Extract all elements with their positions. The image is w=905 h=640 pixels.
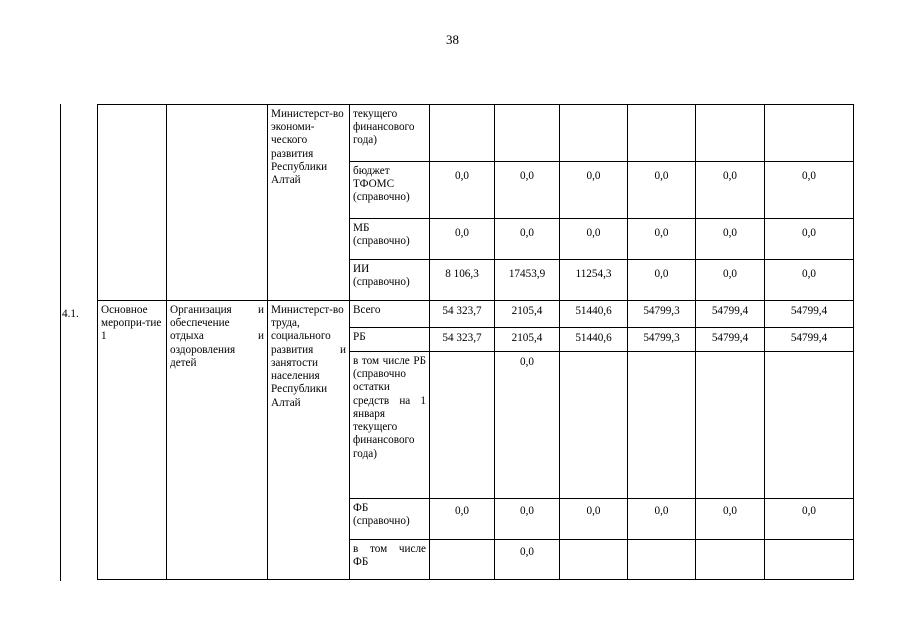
event-type-cell: Основное меропри-тие 1: [98, 301, 167, 580]
table-left-border: [60, 104, 61, 581]
page-number: 38: [446, 32, 459, 47]
value-cell: 0,0: [628, 499, 696, 540]
value-cell: 0,0: [628, 219, 696, 260]
value-cell: [628, 105, 696, 162]
value-cell: 0,0: [430, 162, 495, 219]
row-number: 4.1.: [62, 308, 79, 320]
event-name-cell: Организация и обеспечение отдыха и оздоровления детей: [167, 301, 268, 580]
executor-cell: Министерст-во экономи-ческого развития Республики Алтай: [268, 105, 350, 301]
value-cell: 51440,6: [560, 328, 628, 352]
table-row: [98, 301, 854, 328]
value-cell: 0,0: [765, 219, 854, 260]
budget-table: [97, 104, 854, 580]
source-cell: бюджет ТФОМС (справочно): [350, 162, 430, 219]
value-cell: [560, 105, 628, 162]
value-cell: 0,0: [696, 260, 765, 301]
source-cell: в том числе ФБ: [350, 540, 430, 580]
source-cell: ИИ (справочно): [350, 260, 430, 301]
event-type-cell-continued: [98, 105, 167, 301]
value-cell: 0,0: [495, 499, 560, 540]
source-cell: Всего: [350, 301, 430, 328]
value-cell: 0,0: [628, 162, 696, 219]
value-cell: [765, 352, 854, 499]
source-cell: в том числе РБ (справочно остатки средств на 1 января текущего финансового года): [350, 352, 430, 499]
value-cell: [495, 105, 560, 162]
value-cell: 54799,4: [765, 328, 854, 352]
value-cell: 0,0: [765, 162, 854, 219]
value-cell: [560, 540, 628, 580]
value-cell: [628, 352, 696, 499]
value-cell: [765, 105, 854, 162]
value-cell: 54799,3: [628, 328, 696, 352]
value-cell: [696, 352, 765, 499]
value-cell: [430, 105, 495, 162]
value-cell: 0,0: [696, 499, 765, 540]
value-cell: 0,0: [495, 540, 560, 580]
value-cell: 54799,4: [696, 328, 765, 352]
value-cell: 54799,4: [696, 301, 765, 328]
value-cell: 2105,4: [495, 301, 560, 328]
value-cell: 0,0: [560, 162, 628, 219]
value-cell: 11254,3: [560, 260, 628, 301]
value-cell: [696, 540, 765, 580]
source-cell: РБ: [350, 328, 430, 352]
value-cell: 0,0: [430, 499, 495, 540]
executor-cell: Министерст-во труда, социального развития и занятости населения Республики Алтай: [268, 301, 350, 580]
source-cell: текущего финансового года): [350, 105, 430, 162]
value-cell: 0,0: [560, 499, 628, 540]
value-cell: 0,0: [560, 219, 628, 260]
value-cell: 54799,4: [765, 301, 854, 328]
value-cell: 54 323,7: [430, 328, 495, 352]
value-cell: [628, 540, 696, 580]
value-cell: 0,0: [628, 260, 696, 301]
value-cell: 0,0: [495, 162, 560, 219]
value-cell: 0,0: [430, 219, 495, 260]
table-row: [98, 105, 854, 162]
value-cell: [765, 540, 854, 580]
value-cell: [430, 352, 495, 499]
value-cell: 8 106,3: [430, 260, 495, 301]
value-cell: 54799,3: [628, 301, 696, 328]
value-cell: 0,0: [696, 162, 765, 219]
source-cell: ФБ (справочно): [350, 499, 430, 540]
value-cell: 0,0: [495, 352, 560, 499]
value-cell: 2105,4: [495, 328, 560, 352]
value-cell: 0,0: [765, 260, 854, 301]
value-cell: [430, 540, 495, 580]
event-name-cell-continued: [167, 105, 268, 301]
value-cell: [560, 352, 628, 499]
value-cell: 0,0: [696, 219, 765, 260]
value-cell: 0,0: [765, 499, 854, 540]
source-cell: МБ (справочно): [350, 219, 430, 260]
value-cell: 54 323,7: [430, 301, 495, 328]
value-cell: 51440,6: [560, 301, 628, 328]
value-cell: 0,0: [495, 219, 560, 260]
value-cell: 17453,9: [495, 260, 560, 301]
value-cell: [696, 105, 765, 162]
